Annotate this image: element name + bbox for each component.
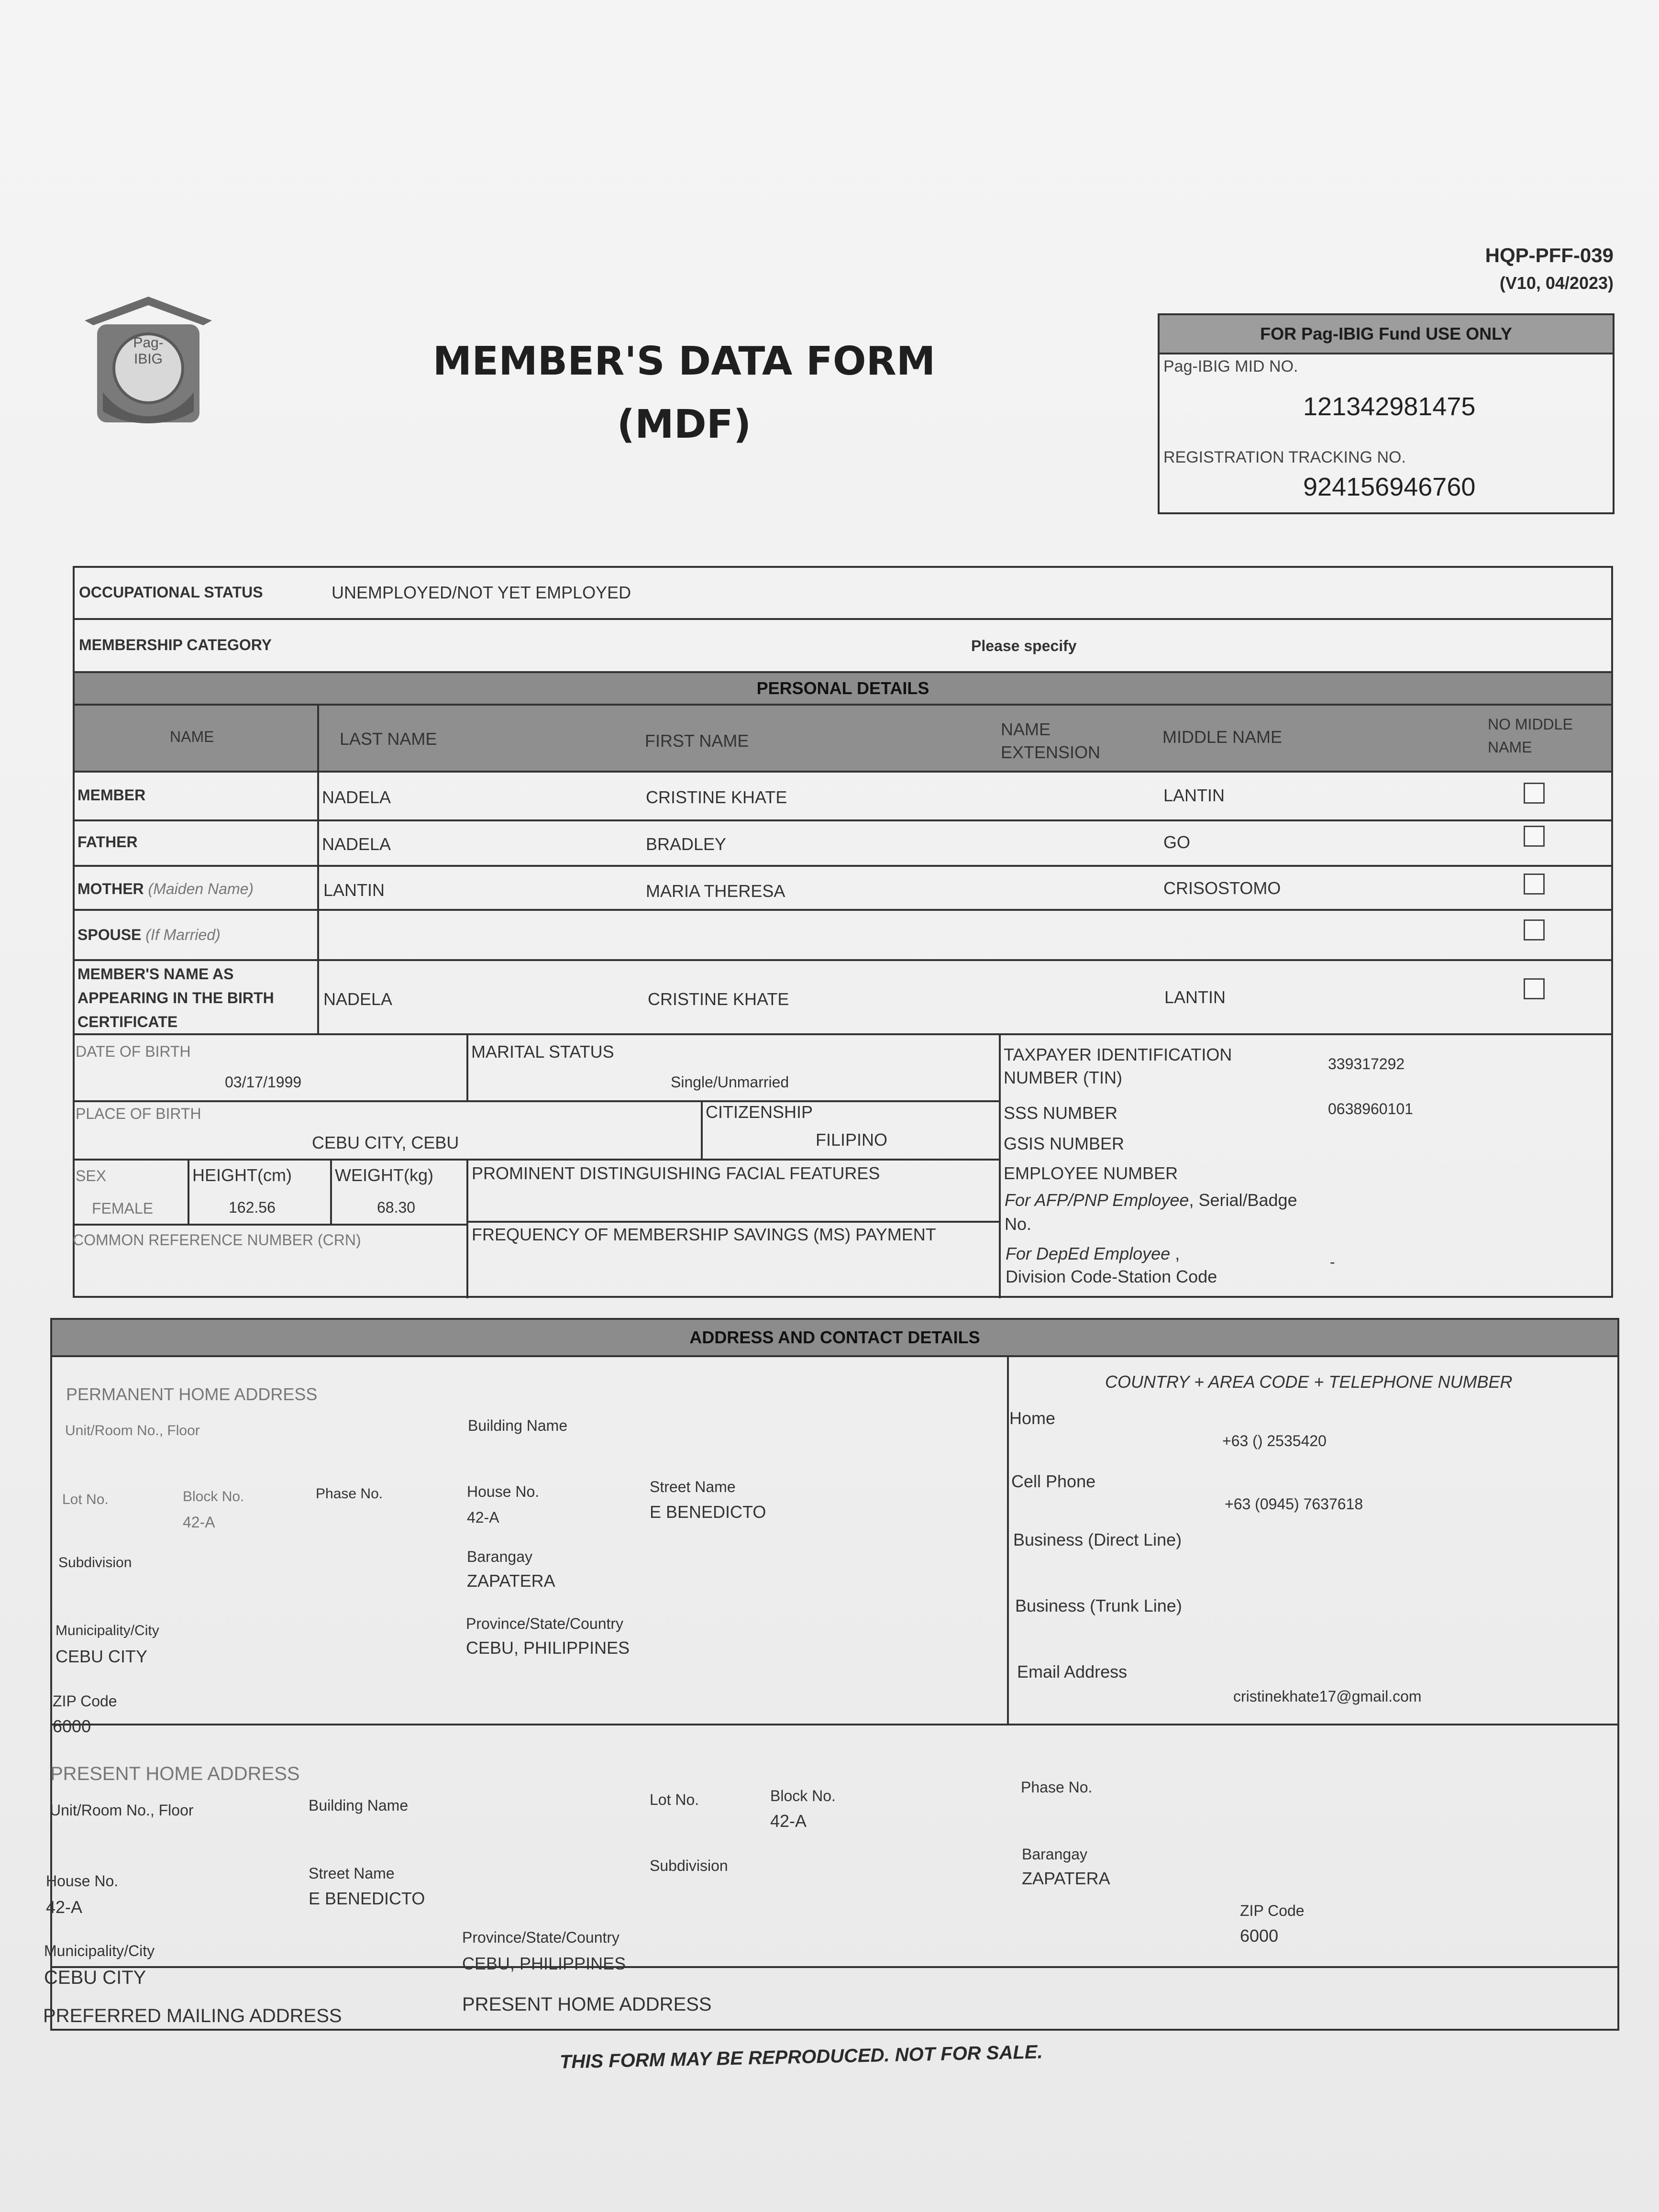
present-province-label: Province/State/Country xyxy=(462,1929,620,1946)
pob-value: CEBU CITY, CEBU xyxy=(312,1133,459,1152)
present-street-label: Street Name xyxy=(309,1865,395,1882)
rtn-value: 924156946760 xyxy=(1303,473,1476,501)
mother-no-middle-checkbox[interactable] xyxy=(1524,874,1545,895)
cell-phone-label: Cell Phone xyxy=(1011,1471,1096,1491)
divider xyxy=(73,771,1613,773)
home-phone-value: +63 () 2535420 xyxy=(1222,1432,1327,1449)
divider xyxy=(73,819,1613,821)
divider xyxy=(50,1724,1619,1725)
title-line-2: (MDF) xyxy=(617,402,752,447)
dob-value: 03/17/1999 xyxy=(225,1073,302,1091)
mother-first-name: MARIA THERESA xyxy=(646,881,785,901)
street-label: Street Name xyxy=(650,1478,736,1495)
divider xyxy=(73,1100,1001,1102)
birthcert-label-3: CERTIFICATE xyxy=(77,1013,178,1030)
zip-label: ZIP Code xyxy=(53,1692,117,1710)
barangay-value: ZAPATERA xyxy=(467,1571,555,1591)
member-label: MEMBER xyxy=(77,786,146,804)
crn-label: COMMON REFERENCE NUMBER (CRN) xyxy=(73,1231,361,1249)
province-value: CEBU, PHILIPPINES xyxy=(466,1638,630,1658)
phase-label: Phase No. xyxy=(316,1486,383,1502)
building-label: Building Name xyxy=(468,1417,568,1434)
mailing-address-label: PREFERRED MAILING ADDRESS xyxy=(43,2005,342,2026)
divider xyxy=(188,1159,189,1226)
birthcert-last-name: NADELA xyxy=(323,989,393,1009)
col-extension-1: NAME xyxy=(1001,719,1051,739)
afp-label-2: , Serial/Badge xyxy=(1189,1190,1297,1210)
mother-label-note: (Maiden Name) xyxy=(148,880,254,897)
birthcert-first-name: CRISTINE KHATE xyxy=(648,989,789,1009)
business-trunk-label: Business (Trunk Line) xyxy=(1015,1596,1182,1615)
col-extension-2: EXTENSION xyxy=(1001,742,1101,762)
barangay-label: Barangay xyxy=(467,1548,532,1565)
occupational-status-value: UNEMPLOYED/NOT YET EMPLOYED xyxy=(332,583,631,602)
afp-label xyxy=(1005,1190,1297,1210)
divider xyxy=(73,618,1613,620)
present-unit-label: Unit/Room No., Floor xyxy=(50,1802,194,1819)
divider xyxy=(73,1033,1613,1035)
present-municipality-label: Municipality/City xyxy=(44,1942,155,1959)
birthcert-middle-name: LANTIN xyxy=(1164,987,1226,1007)
ms-frequency-label: FREQUENCY OF MEMBERSHIP SAVINGS (MS) PAYMENT xyxy=(472,1225,936,1244)
divider xyxy=(330,1159,332,1226)
occupational-status-label: OCCUPATIONAL STATUS xyxy=(79,584,263,601)
weight-value: 68.30 xyxy=(377,1199,416,1216)
spouse-label xyxy=(77,926,221,944)
block-value: 42-A xyxy=(183,1514,215,1531)
deped-label-3: Division Code-Station Code xyxy=(1006,1267,1217,1286)
sex-label: SEX xyxy=(76,1167,107,1184)
birthcert-no-middle-checkbox[interactable] xyxy=(1524,978,1545,999)
mother-middle-name: CRISOSTOMO xyxy=(1163,878,1281,898)
divider xyxy=(466,1221,1000,1223)
lot-label: Lot No. xyxy=(62,1492,109,1507)
fund-use-box xyxy=(1158,313,1615,514)
birthcert-label-2: APPEARING IN THE BIRTH xyxy=(77,989,274,1006)
features-label: PROMINENT DISTINGUISHING FACIAL FEATURES xyxy=(472,1163,880,1183)
tin-label-2: NUMBER (TIN) xyxy=(1004,1068,1122,1087)
form-code: HQP-PFF-039 xyxy=(1485,244,1614,266)
height-value: 162.56 xyxy=(229,1199,276,1216)
divider xyxy=(999,1034,1001,1298)
email-label: Email Address xyxy=(1017,1662,1128,1681)
present-house-label: House No. xyxy=(46,1872,119,1890)
afp-label-3: No. xyxy=(1005,1214,1032,1234)
divider xyxy=(1007,1356,1009,1725)
deped-label-1: For DepEd Employee xyxy=(1006,1244,1171,1263)
address-section xyxy=(50,1318,1619,2031)
fund-box-header: FOR Pag-IBIG Fund USE ONLY xyxy=(1160,315,1613,354)
email-value: cristinekhate17@gmail.com xyxy=(1233,1688,1422,1705)
present-municipality-value: CEBU CITY xyxy=(44,1967,146,1988)
height-label: HEIGHT(cm) xyxy=(192,1165,292,1185)
member-first-name: CRISTINE KHATE xyxy=(646,787,787,807)
present-phase-label: Phase No. xyxy=(1021,1779,1093,1796)
dob-label: DATE OF BIRTH xyxy=(76,1043,191,1060)
mother-last-name: LANTIN xyxy=(323,880,385,900)
marital-status-value: Single/Unmarried xyxy=(671,1073,789,1091)
zip-value: 6000 xyxy=(53,1716,91,1736)
mother-label-text: MOTHER xyxy=(77,880,144,897)
deped-label xyxy=(1006,1244,1180,1264)
present-subdivision-label: Subdivision xyxy=(650,1857,728,1874)
divider xyxy=(73,1159,1001,1161)
present-province-value: CEBU, PHILIPPINES xyxy=(462,1954,626,1973)
father-no-middle-checkbox[interactable] xyxy=(1524,826,1545,847)
weight-label: WEIGHT(kg) xyxy=(335,1165,433,1185)
present-lot-label: Lot No. xyxy=(650,1791,699,1808)
sss-value: 0638960101 xyxy=(1328,1100,1413,1117)
spouse-label-text: SPOUSE xyxy=(77,926,142,943)
sss-label: SSS NUMBER xyxy=(1004,1103,1118,1123)
father-middle-name: GO xyxy=(1163,832,1191,852)
house-value: 42-A xyxy=(467,1509,499,1526)
divider xyxy=(73,1224,468,1226)
col-first-name: FIRST NAME xyxy=(645,731,749,751)
unit-label: Unit/Room No., Floor xyxy=(65,1423,200,1438)
member-middle-name: LANTIN xyxy=(1163,785,1225,805)
title-line-1: MEMBER'S DATA FORM xyxy=(432,339,936,384)
col-last-name: LAST NAME xyxy=(340,729,437,749)
present-block-value: 42-A xyxy=(770,1811,807,1831)
present-zip-value: 6000 xyxy=(1240,1926,1279,1946)
present-zip-label: ZIP Code xyxy=(1240,1902,1305,1919)
contact-header: COUNTRY + AREA CODE + TELEPHONE NUMBER xyxy=(1105,1372,1513,1392)
pob-label: PLACE OF BIRTH xyxy=(76,1105,201,1122)
business-direct-label: Business (Direct Line) xyxy=(1013,1530,1182,1549)
divider xyxy=(73,959,1613,961)
birthcert-label-1: MEMBER'S NAME AS xyxy=(77,965,234,983)
col-name: NAME xyxy=(170,728,214,745)
member-no-middle-checkbox[interactable] xyxy=(1524,783,1545,804)
street-value: E BENEDICTO xyxy=(650,1502,766,1522)
block-label: Block No. xyxy=(183,1489,244,1504)
deped-label-2: , xyxy=(1175,1244,1180,1263)
rtn-label: REGISTRATION TRACKING NO. xyxy=(1163,448,1406,466)
father-first-name: BRADLEY xyxy=(646,834,727,854)
col-no-middle-1: NO MIDDLE xyxy=(1488,716,1573,733)
spouse-no-middle-checkbox[interactable] xyxy=(1524,919,1545,940)
personal-details-header: PERSONAL DETAILS xyxy=(73,671,1613,706)
mother-label xyxy=(77,880,254,898)
subdivision-label: Subdivision xyxy=(58,1555,132,1571)
divider xyxy=(701,1100,703,1161)
membership-category-value: Please specify xyxy=(971,637,1077,654)
col-middle-name: MIDDLE NAME xyxy=(1162,727,1283,747)
gsis-label: GSIS NUMBER xyxy=(1004,1134,1125,1153)
form-title xyxy=(335,330,1033,456)
divider xyxy=(73,909,1613,911)
tin-label-1: TAXPAYER IDENTIFICATION xyxy=(1004,1045,1232,1064)
present-building-label: Building Name xyxy=(309,1797,409,1814)
deped-value: - xyxy=(1330,1253,1335,1271)
cell-phone-value: +63 (0945) 7637618 xyxy=(1225,1495,1363,1513)
footer-note: THIS FORM MAY BE REPRODUCED. NOT FOR SALE. xyxy=(559,2041,1043,2073)
house-label: House No. xyxy=(467,1483,540,1500)
province-label: Province/State/Country xyxy=(466,1615,624,1632)
divider xyxy=(466,1034,468,1102)
present-block-label: Block No. xyxy=(770,1787,836,1804)
mailing-address-value: PRESENT HOME ADDRESS xyxy=(462,1994,712,2015)
address-header: ADDRESS AND CONTACT DETAILS xyxy=(50,1318,1619,1357)
mid-value: 121342981475 xyxy=(1303,392,1476,421)
form-version: (V10, 04/2023) xyxy=(1499,273,1614,293)
tin-value: 339317292 xyxy=(1328,1055,1405,1073)
father-label: FATHER xyxy=(77,833,138,851)
spouse-label-note: (If Married) xyxy=(145,926,221,943)
father-last-name: NADELA xyxy=(322,834,391,854)
membership-category-label: MEMBERSHIP CATEGORY xyxy=(79,636,272,653)
member-last-name: NADELA xyxy=(322,787,391,807)
logo-text: Pag-IBIG xyxy=(133,335,164,367)
present-barangay-value: ZAPATERA xyxy=(1022,1869,1110,1888)
divider xyxy=(466,1159,468,1298)
afp-label-1: For AFP/PNP Employee xyxy=(1005,1190,1189,1210)
present-address-label: PRESENT HOME ADDRESS xyxy=(50,1763,300,1784)
marital-status-label: MARITAL STATUS xyxy=(471,1042,614,1062)
divider xyxy=(317,706,319,1034)
municipality-value: CEBU CITY xyxy=(55,1647,148,1666)
permanent-address-label: PERMANENT HOME ADDRESS xyxy=(66,1384,318,1404)
present-house-value: 42-A xyxy=(46,1897,83,1917)
present-barangay-label: Barangay xyxy=(1022,1846,1087,1863)
divider xyxy=(73,865,1613,867)
municipality-label: Municipality/City xyxy=(55,1623,159,1638)
form-code-block xyxy=(1485,242,1614,297)
col-no-middle-2: NAME xyxy=(1488,739,1532,756)
citizenship-value: FILIPINO xyxy=(816,1130,888,1150)
sex-value: FEMALE xyxy=(92,1200,154,1217)
present-street-value: E BENEDICTO xyxy=(309,1889,425,1908)
name-header-row xyxy=(75,706,1611,773)
citizenship-label: CITIZENSHIP xyxy=(706,1102,813,1122)
mid-label: Pag-IBIG MID NO. xyxy=(1163,357,1298,376)
divider xyxy=(50,1966,1619,1968)
employee-number-label: EMPLOYEE NUMBER xyxy=(1004,1163,1178,1183)
home-phone-label: Home xyxy=(1009,1408,1056,1428)
